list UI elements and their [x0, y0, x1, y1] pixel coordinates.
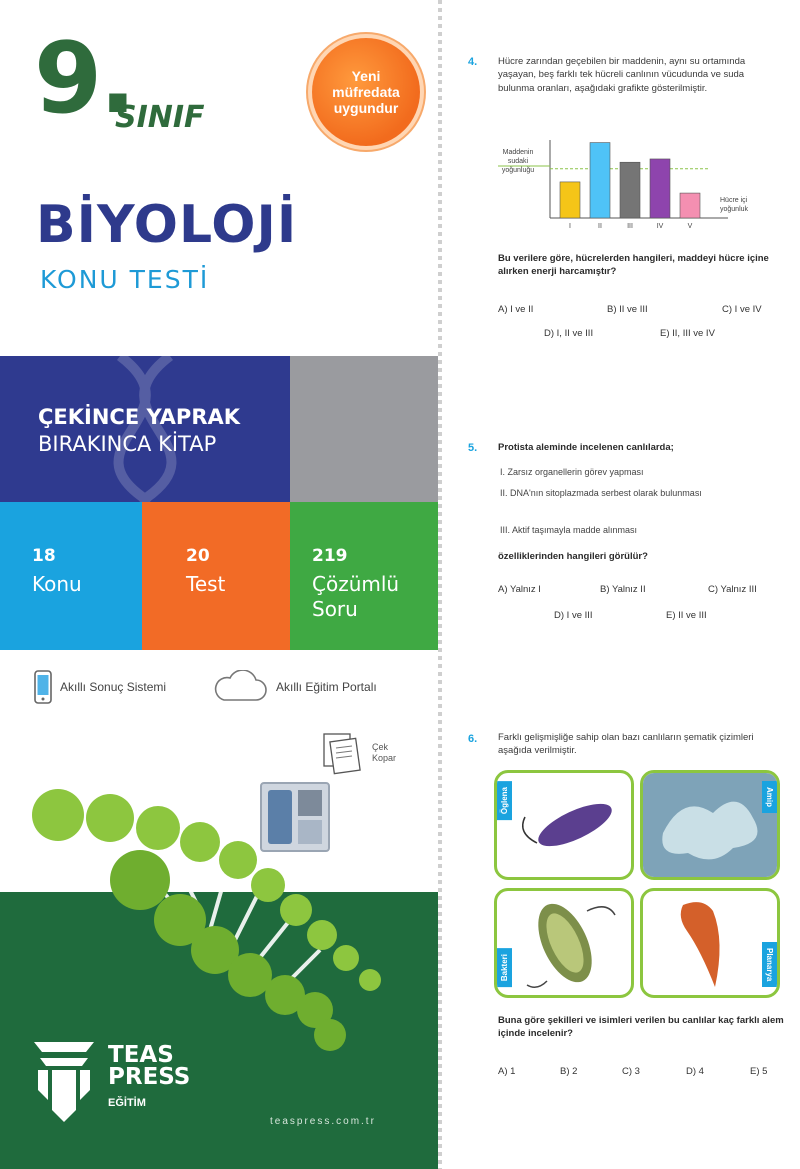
- q5-stem: Protista aleminde incelenen canlılarda;: [498, 442, 674, 453]
- q6-option-c[interactable]: C) 3: [622, 1066, 640, 1077]
- q6-question: Buna göre şekilleri ve isimleri verilen bu canlılar kaç farklı alem içinde incelenir?: [498, 1015, 784, 1040]
- chart-bar-I: [560, 182, 580, 218]
- book-title: BİYOLOJİ: [36, 195, 298, 255]
- chart-xlabel-2: yoğunluk: [720, 206, 749, 213]
- stat-topics-number: 18: [32, 546, 56, 566]
- brand-line-3: EĞİTİM: [108, 1097, 146, 1109]
- feature-smart-results: [34, 670, 166, 704]
- organism-euglena: [494, 770, 634, 880]
- amoeba-icon: [643, 773, 777, 877]
- stat-questions: [290, 502, 438, 650]
- q4-question: Bu verilere göre, hücrelerden hangileri, maddeyi hücre içine alırken enerji harcamıştır?: [498, 253, 769, 278]
- stat-tests-number: 20: [186, 546, 210, 566]
- q6-text: Farklı gelişmişliğe sahip olan bazı canlıların şematik çizimleri aşağıda verilmiştir.: [498, 732, 754, 757]
- chart-tick-IV: IV: [656, 223, 664, 230]
- slogan-line-2: BIRAKINCA KİTAP: [38, 432, 217, 456]
- teas-press-logo-icon: [32, 1040, 96, 1124]
- q4-option-d[interactable]: D) I, II ve III: [544, 328, 594, 339]
- q5-option-a[interactable]: A) Yalnız I: [498, 584, 541, 595]
- chart-xlabel-1: Hücre içi: [720, 197, 748, 204]
- q6-option-b[interactable]: B) 2: [560, 1066, 578, 1077]
- brand-line-2: PRESS: [108, 1064, 191, 1090]
- chart-tick-II: II: [598, 223, 602, 230]
- curriculum-badge: [312, 38, 420, 146]
- stat-tests-label: Test: [186, 572, 226, 596]
- chart-bar-IV: [650, 159, 670, 218]
- dna-helix-icon: [0, 760, 438, 1060]
- chart-tick-III: III: [627, 223, 633, 230]
- label-amoeba: Amip: [762, 781, 777, 813]
- q6-option-d[interactable]: D) 4: [686, 1066, 704, 1077]
- label-bacteria: Bakteri: [497, 948, 512, 987]
- cut-label-2: Kopar: [372, 752, 397, 763]
- bacteria-icon: [497, 891, 631, 995]
- label-planaria: Planarya: [762, 942, 777, 987]
- organism-amoeba: [640, 770, 780, 880]
- chart-ylabel-3: yoğunluğu: [501, 167, 535, 174]
- website-url: teaspress.com.tr: [270, 1116, 376, 1127]
- cut-label-1: Çek: [372, 742, 389, 752]
- organism-planaria: [640, 888, 780, 998]
- brand-line-1: TEAS: [108, 1042, 174, 1068]
- badge-line-3: uygundur: [333, 100, 399, 117]
- label-euglena: Öglena: [497, 781, 512, 820]
- q4-option-a[interactable]: A) I ve II: [498, 304, 534, 315]
- cloud-icon: [212, 670, 268, 704]
- q6-option-a[interactable]: A) 1: [498, 1066, 516, 1077]
- book-subtitle: KONU TESTİ: [40, 265, 210, 294]
- slogan-band: [0, 356, 290, 502]
- q4-option-b[interactable]: B) II ve III: [607, 304, 648, 315]
- chart-ylabel-2: sudaki: [507, 158, 529, 165]
- stat-questions-label-1: Çözümlü: [312, 572, 400, 596]
- q6-number: 6.: [468, 733, 478, 745]
- stat-topics-label: Konu: [32, 572, 82, 596]
- chart-bar-II: [590, 143, 610, 218]
- q4-text: Hücre zarından geçebilen bir maddenin, aynı su ortamında yaşayan, beş farklı tek hücreli canlının vücudunda ve suda bulunma oranları, aşağıdaki grafikte gösterilmiştir.: [498, 56, 746, 94]
- chart-ylabel-1: Maddenin: [502, 149, 534, 156]
- q5-option-c[interactable]: C) Yalnız III: [708, 584, 757, 595]
- q5-item-1: I. Zarsız organellerin görev yapması: [500, 467, 644, 477]
- q4-bar-chart: [498, 132, 778, 232]
- q5-option-b[interactable]: B) Yalnız II: [600, 584, 646, 595]
- badge-line-2: müfredata: [332, 83, 400, 100]
- euglena-icon: [497, 773, 631, 877]
- grade-word: SINIF: [115, 100, 205, 135]
- q6-organism-grid: [494, 770, 784, 998]
- q5-number: 5.: [468, 442, 478, 454]
- organism-bacteria: [494, 888, 634, 998]
- q4-option-e[interactable]: E) II, III ve IV: [660, 328, 715, 339]
- feature-smart-results-label: Akıllı Sonuç Sistemi: [60, 680, 167, 694]
- smartphone-icon: [34, 670, 52, 704]
- q4-number: 4.: [468, 56, 478, 68]
- chart-bar-V: [680, 193, 700, 218]
- chart-bar-III: [620, 162, 640, 218]
- q5-question: özelliklerinden hangileri görülür?: [498, 551, 648, 562]
- badge-line-1: Yeni: [351, 67, 381, 84]
- planaria-icon: [643, 891, 777, 995]
- stat-questions-label-2: Soru: [312, 597, 358, 621]
- stat-topics: [0, 502, 142, 650]
- feature-smart-portal-label: Akıllı Eğitim Portalı: [276, 680, 377, 694]
- q5-option-d[interactable]: D) I ve III: [554, 610, 593, 621]
- stat-tests: [142, 502, 290, 650]
- q5-option-e[interactable]: E) II ve III: [666, 610, 707, 621]
- stat-questions-number: 219: [312, 546, 348, 566]
- feature-smart-portal: [212, 670, 377, 704]
- chart-tick-I: I: [569, 223, 571, 230]
- chart-tick-V: V: [687, 223, 693, 230]
- gray-band: [290, 356, 438, 502]
- q5-item-3: III. Aktif taşımayla madde alınması: [500, 525, 638, 535]
- q4-option-c[interactable]: C) I ve IV: [722, 304, 762, 315]
- q6-option-e[interactable]: E) 5: [750, 1066, 768, 1077]
- slogan-line-1: ÇEKİNCE YAPRAK: [38, 405, 241, 429]
- sample-page: [442, 0, 800, 1169]
- q5-item-2: II. DNA'nın sitoplazmada serbest olarak bulunması: [500, 488, 702, 498]
- dna-watermark-icon: [0, 356, 290, 502]
- grade-number: 9.: [34, 22, 134, 136]
